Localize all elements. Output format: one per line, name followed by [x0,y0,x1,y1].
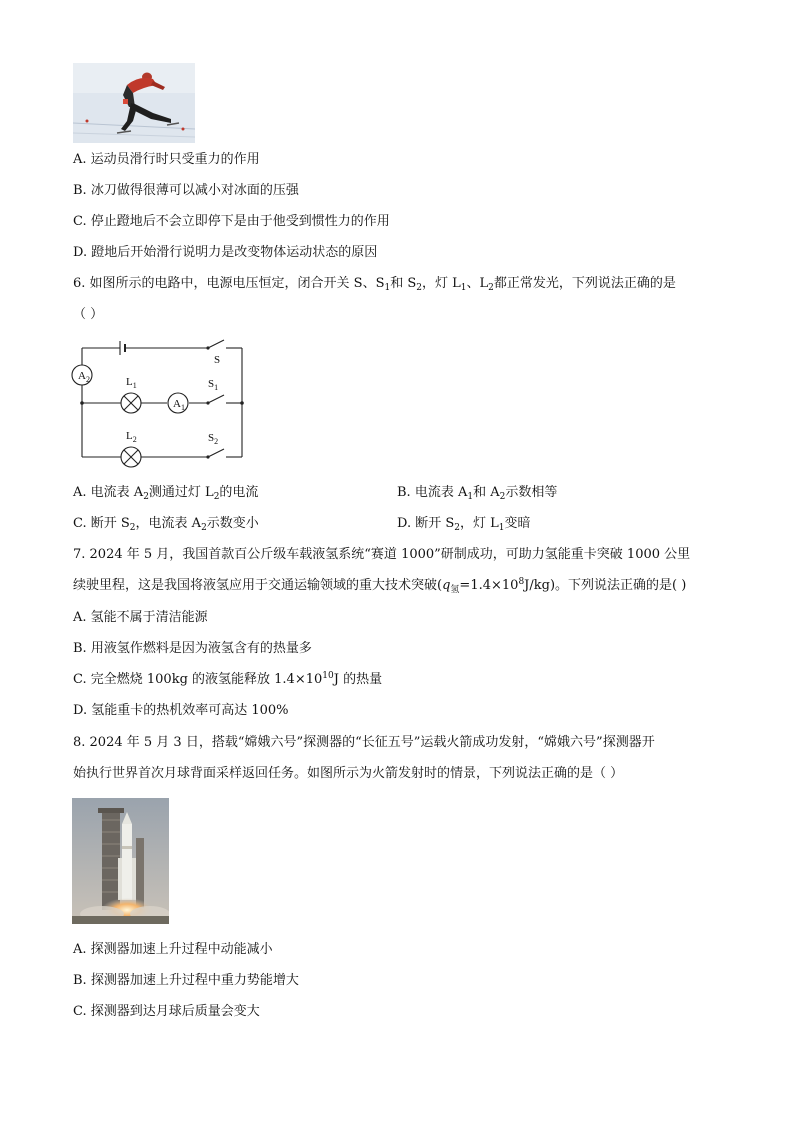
svg-text:S: S [214,354,221,366]
q6-option-a[interactable]: A. 电流表 $A_2$测通过灯 $L_2$的电流 [73,485,259,502]
q5-option-d[interactable]: D. 蹬地后开始滑行说明力是改变物体运动状态的原因 [73,245,378,260]
circuit-diagram [68,335,250,475]
q8-stem-line2: 始执行世界首次月球背面采样返回任务。如图所示为火箭发射时的情景，下列说法正确的是（ ） [73,766,624,781]
svg-text:S2: $S_2$ [208,432,219,446]
q6-stem: 6. 如图所示的电路中，电源电压恒定，闭合开关 S、$S_1$和 $S_2$，灯 $L_1$、$L_2$都正常发光，下列说法正确的是 [73,276,676,293]
svg-text:A1: $A_1$ [173,398,185,412]
svg-text:L1: $L_1$ [126,376,137,390]
q8-option-c[interactable]: C. 探测器到达月球后质量会变大 [73,1004,260,1019]
svg-text:S1: $S_1$ [208,378,219,392]
q8-stem-line1: 8. 2024 年 5 月 3 日，搭载“嫦娥六号”探测器的“长征五号”运载火箭成功发射，“嫦娥六号”探测器开 [73,735,655,750]
q6-option-d[interactable]: D. 断开 $S_2$，灯 $L_1$变暗 [397,516,531,533]
q7-option-a[interactable]: A. 氢能不属于清洁能源 [73,610,208,625]
q7-option-b[interactable]: B. 用液氢作燃料是因为液氢含有的热量多 [73,641,312,656]
q7-option-c[interactable]: C. 完全燃烧 100kg 的液氢能释放 $1.4\times 10^{10}J$ 的热量 [73,671,383,687]
q7-stem-line1: 7. 2024 年 5 月，我国首款百公斤级车载液氢系统“赛道 1000”研制成功，可助力氢能重卡突破 1000 公里 [73,547,691,562]
rocket-launch-photo [72,798,169,924]
svg-text:A2: $A_2$ [78,370,90,384]
q5-option-a[interactable]: A. 运动员滑行时只受重力的作用 [73,152,260,167]
q6-answer-paren: （ ） [73,307,104,322]
q6-option-c[interactable]: C. 断开 $S_2$，电流表 $A_2$示数变小 [73,516,259,533]
q8-option-b[interactable]: B. 探测器加速上升过程中重力势能增大 [73,973,299,988]
svg-text:L2: $L_2$ [126,430,137,444]
q8-option-a[interactable]: A. 探测器加速上升过程中动能减小 [73,942,273,957]
q7-stem-line2: 续驶里程，这是我国将液氢应用于交通运输领域的重大技术突破$(q_氢=1.4\times 10^8J/kg)$。下列说法正确的是( ) [73,577,687,595]
q5-option-c[interactable]: C. 停止蹬地后不会立即停下是由于他受到惯性力的作用 [73,214,390,229]
speed-skater-photo [73,63,195,143]
q6-option-b[interactable]: B. 电流表 $A_1$和 $A_2$示数相等 [397,485,558,502]
q7-option-d[interactable]: D. 氢能重卡的热机效率可高达 100% [73,703,289,718]
q5-option-b[interactable]: B. 冰刀做得很薄可以减小对冰面的压强 [73,183,299,198]
